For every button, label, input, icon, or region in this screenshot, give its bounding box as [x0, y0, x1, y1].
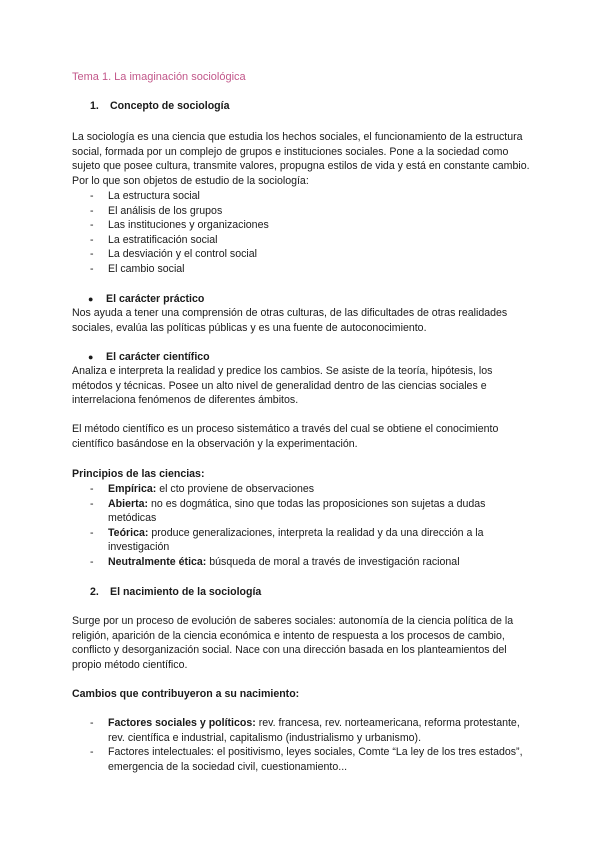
principle-text: el cto proviene de observaciones: [156, 483, 315, 495]
list-item: - La estratificación social: [72, 233, 532, 248]
principles-list: [72, 482, 532, 570]
principle-text: búsqueda de moral a través de investigación racional: [206, 555, 460, 568]
list-item: [72, 526, 532, 555]
section-1-title: Concepto de sociología: [110, 100, 230, 112]
principles-heading: Principios de las ciencias:: [72, 468, 205, 480]
list-item: [72, 555, 532, 570]
list-item: - La estructura social: [72, 189, 532, 204]
scientific-text: Analiza e interpreta la realidad y predice los cambios. Se asiste de la teoría, hipótesis, los métodos y técnicas. Posee un alto nivel de generalidad dentro de las ciencias sociales e interrelaciona fenómenos de diferentes ámbitos.: [72, 365, 493, 407]
practical-text: Nos ayuda a tener una comprensión de otras culturas, de las dificultades de otras realidades sociales, evalúa las políticas públicas y es una fuente de autoconocimiento.: [72, 307, 508, 334]
change-text: rev. francesa, rev. norteamericana, reforma protestante, rev. científica e industrial, capitalismo (industrialismo y urbanismo).: [108, 717, 520, 744]
list-item: - El cambio social: [72, 262, 532, 277]
principle-term: Teórica:: [108, 526, 149, 539]
scientific-title: El carácter científico: [106, 351, 210, 363]
scientific-heading: [72, 350, 532, 365]
principle-text: no es dogmática, sino que todas las proposiciones son sujetas a dudas metódicas: [108, 497, 486, 525]
practical-heading: [72, 292, 532, 307]
principle-term: Empírica:: [108, 483, 157, 495]
bullet-icon: ●: [88, 294, 94, 304]
list-item: [72, 716, 532, 745]
bullet-icon: ●: [88, 352, 94, 362]
section-2-intro: Surge por un proceso de evolución de saberes sociales: autonomía de la ciencia política de la religión, aparición de la ciencia económica e intento de respuesta a los procesos de cambio, conflicto y desorganización social. Nace con una dirección basada en los planteamientos del propio método científico.: [72, 615, 514, 671]
section-1-intro: La sociología es una ciencia que estudia los hechos sociales, el funcionamiento de la estructura social, formada por un complejo de grupos e instituciones sociales. Pone a la sociedad como sujeto que posee cultura, transmite valores, propugna estilos de vida y está en constante cambio. Por lo que son objetos de estudio de la sociología:: [72, 131, 530, 187]
list-item: [72, 482, 532, 497]
scientific-method-text: El método científico es un proceso sistemático a través del cual se obtiene el conocimiento científico basándose en la observación y la experimentación.: [72, 423, 499, 450]
change-term: Factores sociales y políticos:: [108, 717, 256, 729]
principle-term: Abierta:: [108, 497, 149, 510]
list-item: [72, 745, 532, 774]
practical-title: El carácter práctico: [106, 293, 205, 305]
section-1-number: 1.: [90, 100, 99, 112]
list-item: - Las instituciones y organizaciones: [72, 218, 532, 233]
sociology-objects-list: [72, 189, 532, 277]
list-item: [72, 497, 532, 526]
changes-heading: Cambios que contribuyeron a su nacimiento:: [72, 688, 300, 700]
principle-term: Neutralmente ética:: [108, 555, 207, 568]
change-text: Factores intelectuales: el positivismo, leyes sociales, Comte “La ley de los tres estados”, emergencia de la sociedad civil, cuestionamiento...: [108, 746, 523, 773]
list-item: - El análisis de los grupos: [72, 204, 532, 219]
principle-text: produce generalizaciones, interpreta la realidad y da una dirección a la investigación: [108, 526, 484, 554]
section-1-heading: [72, 99, 532, 114]
section-2-heading: [72, 585, 532, 600]
section-2-title: El nacimiento de la sociología: [110, 586, 262, 598]
list-item: - La desviación y el control social: [72, 247, 532, 262]
section-2-number: 2.: [90, 586, 99, 598]
changes-list: [72, 716, 532, 774]
document-title: Tema 1. La imaginación sociológica: [72, 71, 246, 83]
